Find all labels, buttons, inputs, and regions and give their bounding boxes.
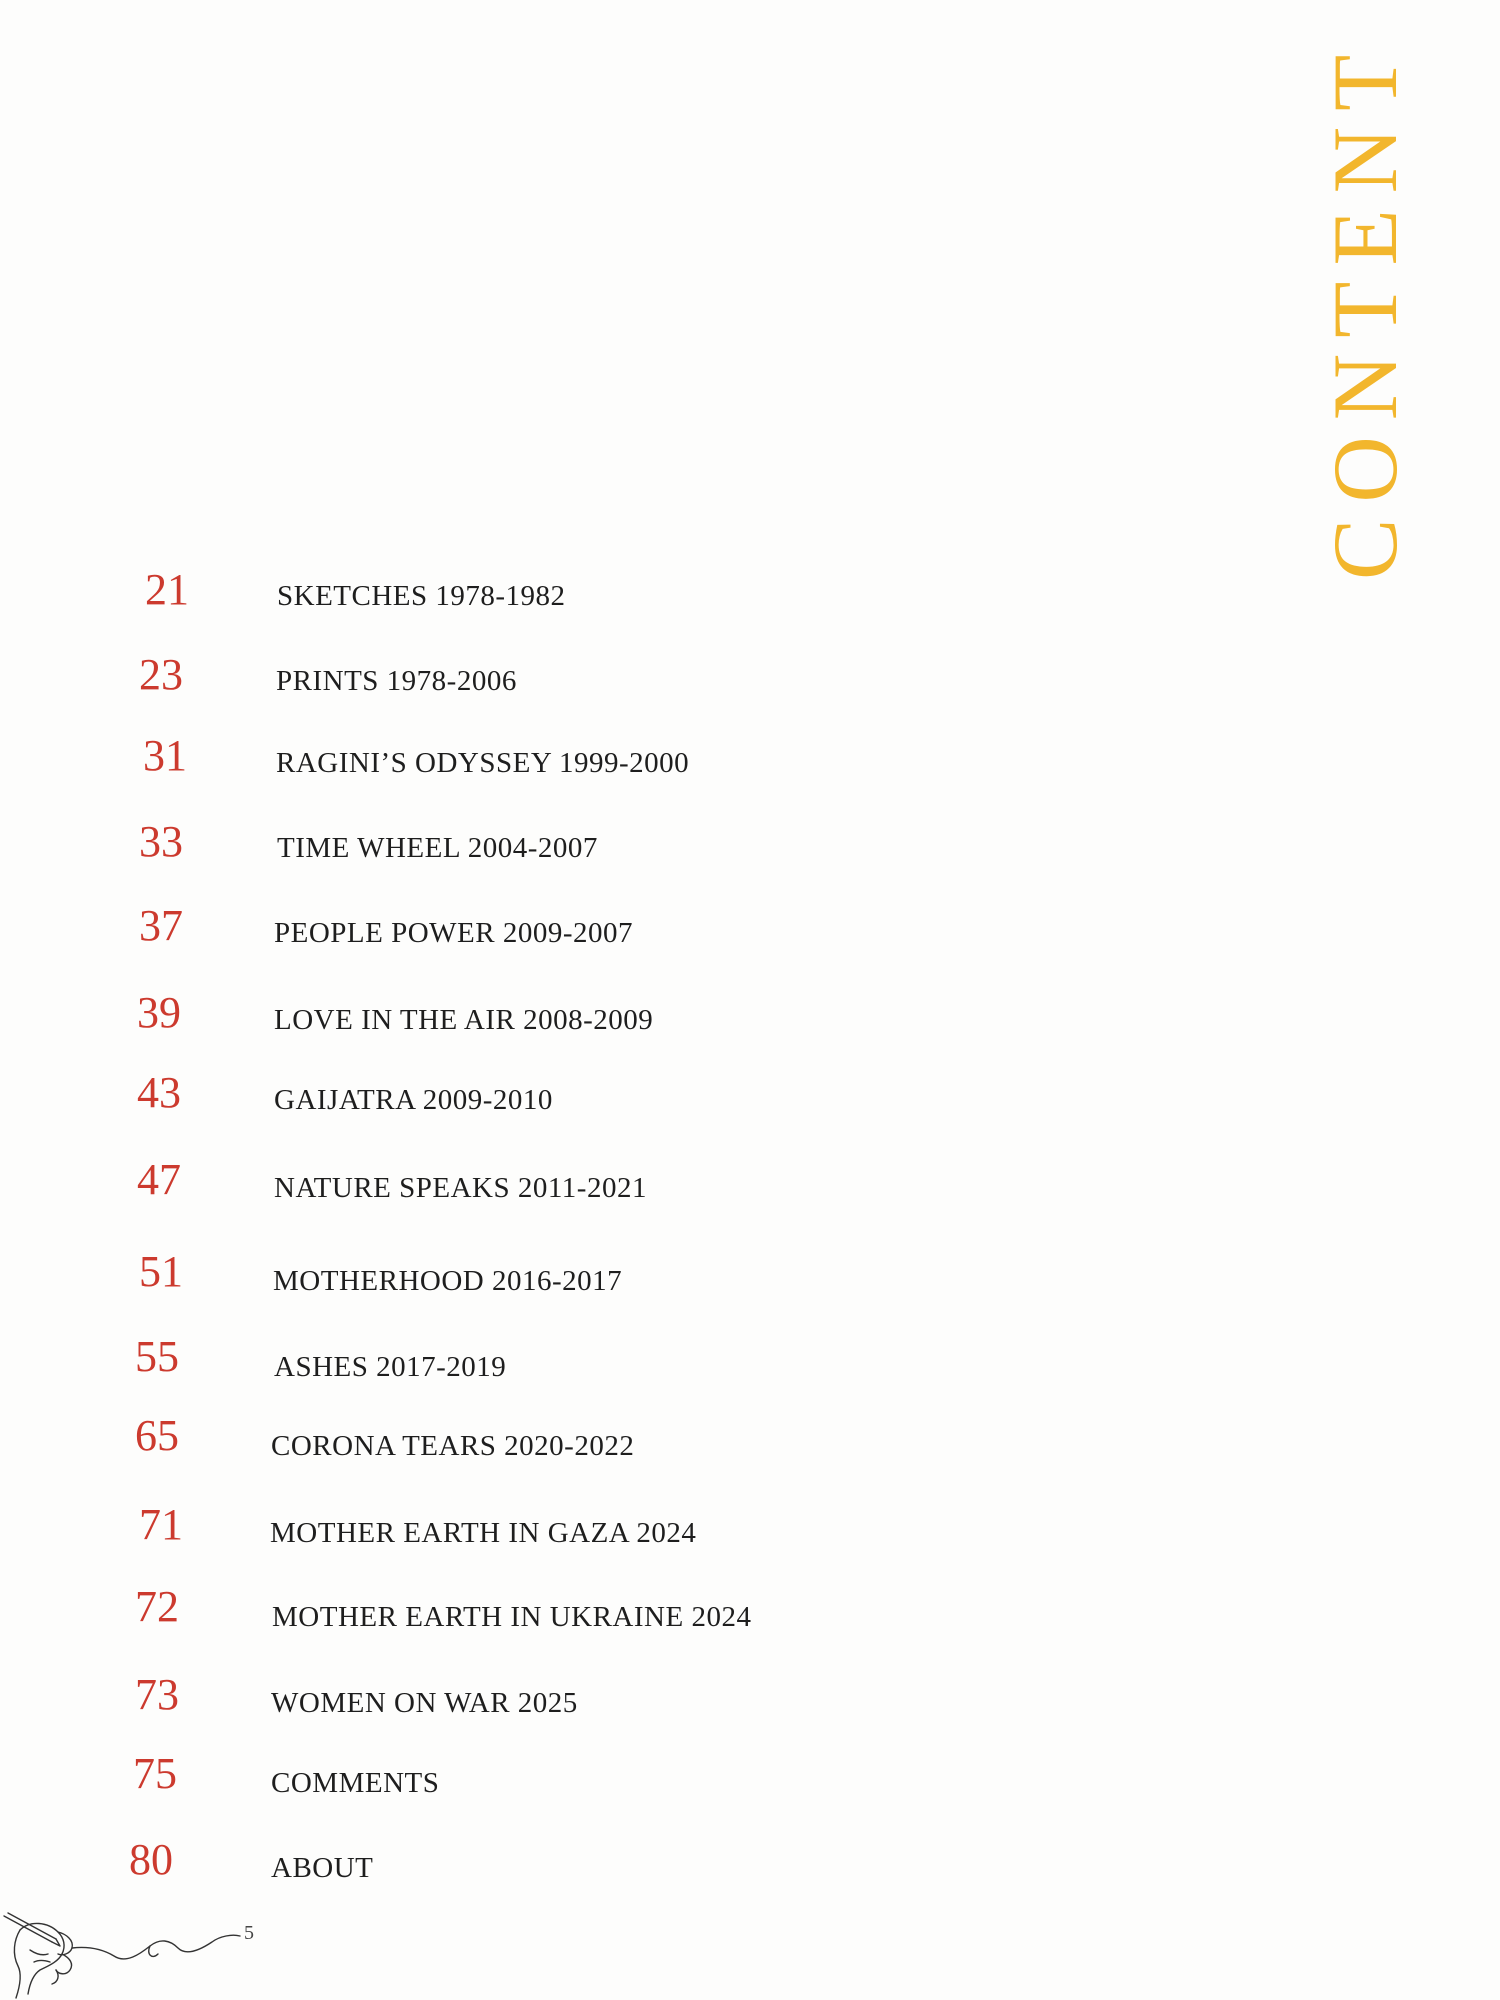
toc-item[interactable]	[0, 1665, 900, 1735]
toc-label: ABOUT	[271, 1852, 374, 1884]
toc-page-number: 23	[139, 650, 183, 699]
toc-label: GAIJATRA 2009-2010	[274, 1084, 553, 1116]
toc-page-number: 33	[139, 817, 183, 866]
hand-drawing-pen-icon	[0, 1910, 260, 2000]
toc-page-number: 73	[135, 1670, 179, 1719]
toc-page-number: 72	[135, 1582, 179, 1631]
toc-label: SKETCHES 1978-1982	[277, 580, 566, 612]
toc-item[interactable]	[0, 1406, 900, 1476]
toc-label: RAGINI’S ODYSSEY 1999-2000	[276, 747, 690, 779]
toc-label: MOTHER EARTH IN UKRAINE 2024	[272, 1601, 752, 1633]
toc-page-number: 43	[137, 1068, 181, 1117]
toc-page-number: 71	[139, 1500, 183, 1549]
toc-page-number: 47	[137, 1155, 181, 1204]
toc-label: LOVE IN THE AIR 2008-2009	[274, 1004, 654, 1036]
toc-item[interactable]	[0, 645, 900, 715]
toc-page-number: 80	[129, 1835, 173, 1884]
toc-page-number: 65	[135, 1411, 179, 1460]
page-number: 5	[244, 1922, 254, 1944]
toc-item[interactable]	[0, 1495, 900, 1565]
toc-page-number: 37	[139, 901, 183, 950]
toc-label: NATURE SPEAKS 2011-2021	[274, 1172, 647, 1204]
toc-label: PRINTS 1978-2006	[276, 665, 517, 697]
toc-label: ASHES 2017-2019	[274, 1351, 507, 1383]
page-title: CONTENT	[1314, 38, 1416, 580]
toc-label: CORONA TEARS 2020-2022	[271, 1430, 635, 1462]
toc-label: COMMENTS	[271, 1767, 440, 1799]
toc-item[interactable]	[0, 1242, 900, 1312]
toc-item[interactable]	[0, 726, 900, 796]
toc-item[interactable]	[0, 1150, 900, 1220]
toc-label: WOMEN ON WAR 2025	[271, 1687, 578, 1719]
toc-item[interactable]	[0, 983, 900, 1053]
toc-item[interactable]	[0, 896, 900, 966]
toc-label: TIME WHEEL 2004-2007	[277, 832, 598, 864]
toc-item[interactable]	[0, 1063, 900, 1133]
toc-page-number: 39	[137, 988, 181, 1037]
toc-page-number: 31	[143, 731, 187, 780]
toc-label: MOTHER EARTH IN GAZA 2024	[270, 1517, 697, 1549]
toc-item[interactable]	[0, 1830, 900, 1900]
toc-page-number: 55	[135, 1332, 179, 1381]
toc-item[interactable]	[0, 1327, 900, 1397]
toc-item[interactable]	[0, 1744, 900, 1814]
toc-page-number: 51	[139, 1247, 183, 1296]
toc-item[interactable]	[0, 560, 900, 630]
toc-item[interactable]	[0, 1577, 900, 1647]
toc-label: MOTHERHOOD 2016-2017	[273, 1265, 623, 1297]
toc-page-number: 75	[133, 1749, 177, 1798]
toc-page-number: 21	[145, 565, 189, 614]
toc-item[interactable]	[0, 812, 900, 882]
toc-label: PEOPLE POWER 2009-2007	[274, 917, 633, 949]
